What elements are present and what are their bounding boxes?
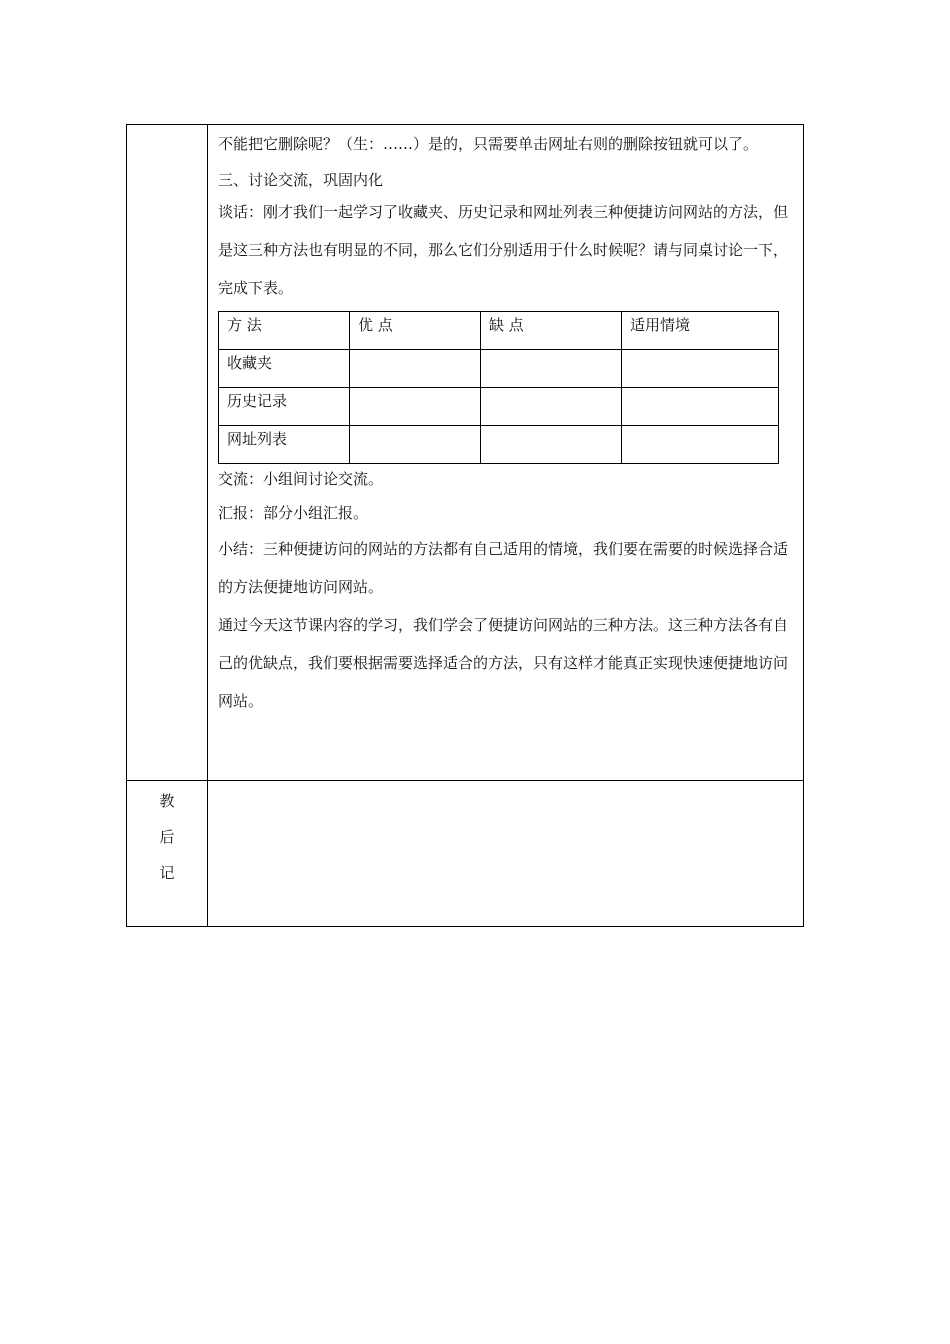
table-cell <box>350 350 481 388</box>
table-cell <box>481 350 622 388</box>
after-class-label <box>127 781 207 891</box>
header-advantages: 优 点 <box>350 312 481 350</box>
table-cell <box>350 388 481 426</box>
header-method: 方 法 <box>219 312 350 350</box>
table-cell <box>350 426 481 464</box>
table-cell <box>481 388 622 426</box>
header-disadvantages: 缺 点 <box>481 312 622 350</box>
left-label-cell <box>127 125 208 781</box>
label-char: 后 <box>159 828 175 846</box>
lesson-content-row <box>127 125 804 781</box>
after-class-notes-cell <box>208 781 804 927</box>
after-class-row <box>127 781 804 927</box>
header-scenario: 适用情境 <box>622 312 779 350</box>
lesson-plan-table <box>126 124 804 927</box>
lesson-content <box>208 125 803 720</box>
lesson-content-cell <box>208 125 804 781</box>
paragraph-report: 汇报：部分小组汇报。 <box>218 504 369 522</box>
paragraph-summary: 小结：三种便捷访问的网站的方法都有自己适用的情境，我们要在需要的时候选择合适的方法便捷地访问网站。 <box>218 540 789 596</box>
paragraph-closing: 通过今天这节课内容的学习，我们学会了便捷访问网站的三种方法。这三种方法各有自己的优缺点，我们要根据需要选择适合的方法，只有这样才能真正实现快速便捷地访问网站。 <box>218 616 789 710</box>
row-method-history: 历史记录 <box>219 388 350 426</box>
section-heading: 三、讨论交流，巩固内化 <box>218 171 384 189</box>
table-row <box>219 426 779 464</box>
after-class-label-cell <box>127 781 208 927</box>
label-char: 记 <box>159 864 175 882</box>
table-row <box>219 350 779 388</box>
table-cell <box>481 426 622 464</box>
table-row <box>219 388 779 426</box>
paragraph-delete-address: 不能把它删除呢？（生：……）是的，只需要单击网址右则的删除按钮就可以了。 <box>218 135 759 153</box>
comparison-table-header <box>219 312 779 350</box>
table-cell <box>622 426 779 464</box>
row-method-address-list: 网址列表 <box>219 426 350 464</box>
label-char: 教 <box>159 792 175 810</box>
table-cell <box>622 388 779 426</box>
paragraph-exchange: 交流：小组间讨论交流。 <box>218 470 384 488</box>
row-method-favorites: 收藏夹 <box>219 350 350 388</box>
table-cell <box>622 350 779 388</box>
paragraph-talk: 谈话：刚才我们一起学习了收藏夹、历史记录和网址列表三种便捷访问网站的方法，但是这三种方法也有明显的不同，那么它们分别适用于什么时候呢？请与同桌讨论一下，完成下表。 <box>218 203 789 297</box>
comparison-table <box>218 311 779 464</box>
